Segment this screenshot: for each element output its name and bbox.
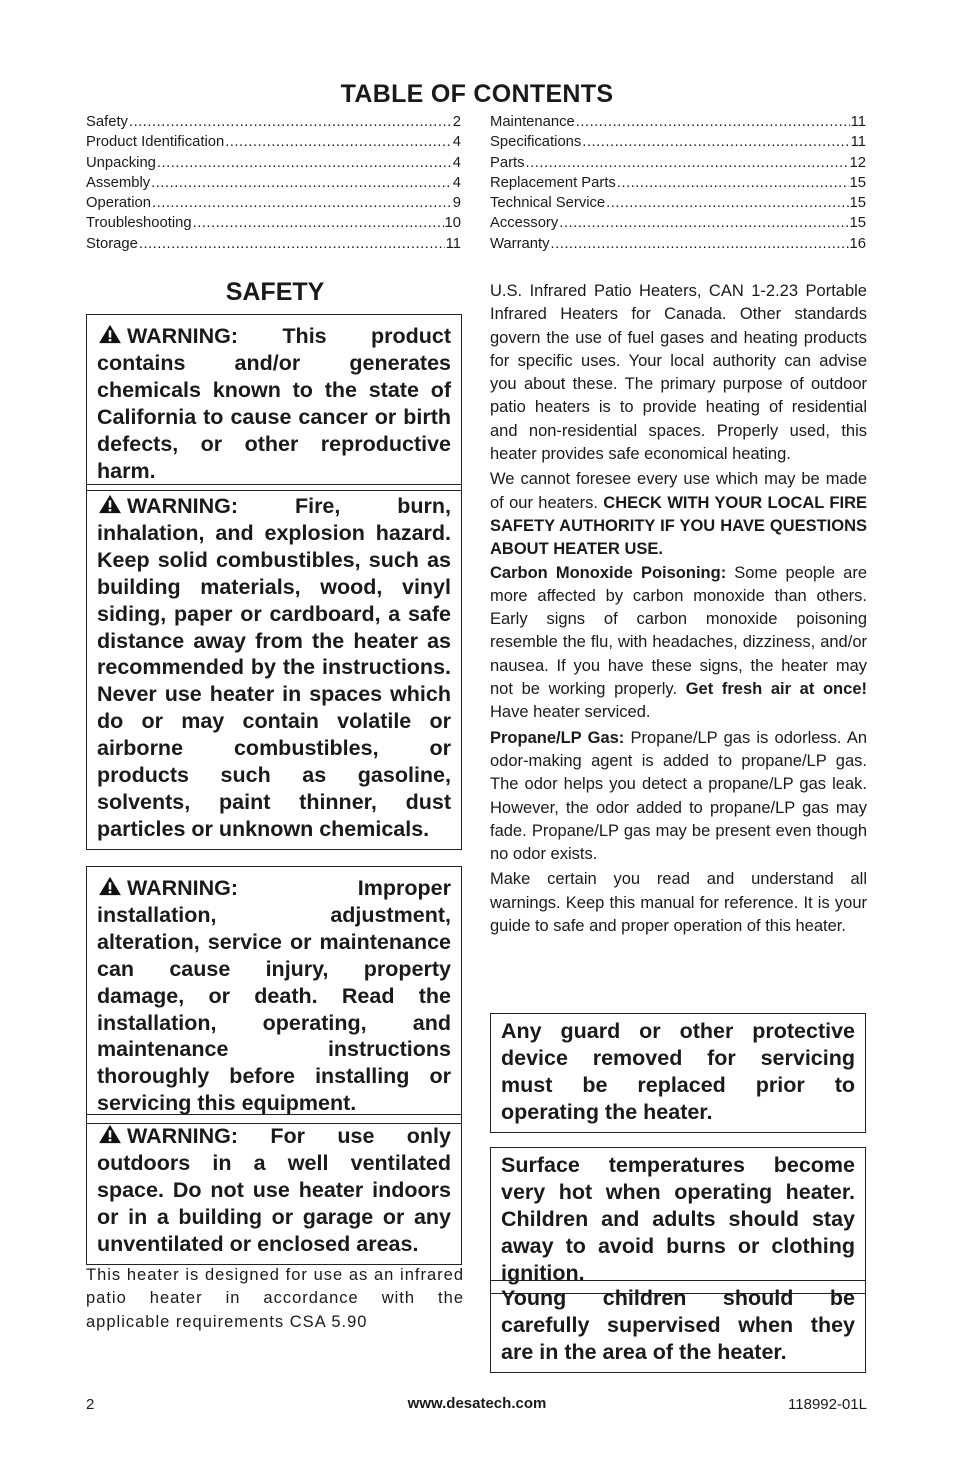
toc-entry-page: 10 [444,215,461,232]
propane-paragraph: Propane/LP Gas: Propane/LP gas is odorless. An odor-making agent is added to propane/LP gas. The odor helps you detect a propane/LP gas leak. However, the odor added to propane/LP gas may fade. Propane/LP gas may be present even though no odor exists. [490,728,868,864]
toc-entry-title: Specifications [490,134,582,151]
toc-entry-page: 11 [445,235,461,252]
toc-entry-title: Warranty [490,235,550,252]
toc-entry-title: Maintenance [490,114,575,130]
standards-paragraph: U.S. Infrared Patio Heaters, CAN 1-2.23 Portable Infrared Heaters for Canada. Other standards govern the use of fuel gases and heating products for specific uses. Your local authority can advise you about these. The primary purpose of outdoor patio heaters is to provide heating of residential and non-residential spaces. Properly used, this heater provides safe economical heating. [490,282,867,464]
toc-entry-title: Unpacking [86,154,156,171]
notice-box-children: Young children should be carefully supervised when they are in the area of the heater. [490,1280,866,1373]
fire-authority-notice: CHECK WITH YOUR LOCAL FIRE SAFETY AUTHORITY IF YOU HAVE QUESTIONS ABOUT HEATER USE. [490,493,867,559]
toc-right-column [490,112,866,254]
toc-entry[interactable] [86,234,461,254]
toc-entry-title: Replacement Parts [490,174,616,191]
toc-entry[interactable] [86,132,461,152]
toc-entry[interactable] [490,173,866,193]
warning-text: WARNING: This product contains and/or generates chemicals known to the state of California to cause cancer or birth defects, or other reproductive harm. [97,324,451,483]
warning-box-chemicals [86,314,462,491]
toc-entry-page: 4 [452,134,461,151]
toc-entry[interactable] [86,173,461,193]
toc-entry-page: 2 [452,114,461,130]
warning-box-outdoors [86,1114,462,1265]
page-number: 2 [86,1396,95,1413]
website-link[interactable]: www.desatech.com [407,1395,547,1412]
toc-entry-page: 15 [849,195,866,212]
propane-label: Propane/LP Gas: [490,728,625,747]
document-number: 118992-01L [788,1396,867,1413]
read-warnings-paragraph: Make certain you read and understand all warnings. Keep this manual for reference. It is your guide to safe and proper operation of this heater. [490,870,867,936]
warning-triangle-icon [97,494,123,514]
safety-heading: SAFETY [225,278,325,306]
toc-entry[interactable] [86,193,461,213]
toc-entry-title: Assembly [86,174,151,191]
co-label: Carbon Monoxide Poisoning: [490,563,727,582]
toc-entry-page: 11 [850,114,866,130]
foresee-paragraph: We cannot foresee every use which may be made of our heaters. CHECK WITH YOUR LOCAL FIRE SAFETY AUTHORITY IF YOU HAVE QUESTIONS ABOUT HEATER USE. Carbon Monoxide Poisoning: Some people are more affected by carbon monoxide than others. Early signs of carbon monoxide poisoning resemble the flu, with headaches, dizziness, and/or nausea. If you have these signs, the heater may not be working properly. Get fresh air at once! Have heater serviced. [490,470,867,722]
toc-entry[interactable] [86,213,461,233]
toc-entry-page: 15 [849,215,866,232]
toc-entry[interactable] [490,193,866,213]
toc-entry-page: 12 [849,154,866,171]
toc-title: TABLE OF CONTENTS [340,80,614,108]
intro-paragraph: This heater is designed for use as an infrared patio heater in accordance with the applicable requirements CSA 5.90 [86,1266,464,1331]
toc-entry-title: Product Identification [86,134,225,151]
fresh-air-notice: Get fresh air at once! [685,680,867,699]
toc-entry-title: Accessory [490,215,559,232]
warning-triangle-icon [97,1124,123,1144]
toc-entry[interactable] [490,112,866,132]
warning-triangle-icon [97,324,123,344]
toc-entry[interactable] [490,132,866,152]
toc-entry-title: Safety [86,114,128,130]
toc-entry-title: Operation [86,195,151,212]
toc-entry-page: 15 [849,174,866,191]
toc-entry-title: Parts [490,154,525,171]
notice-box-guard: Any guard or other protective device removed for servicing must be replaced prior to operating the heater. [490,1013,866,1133]
toc-entry-page: 4 [452,174,461,191]
toc-entry[interactable] [86,153,461,173]
toc-entry-page: 11 [850,134,866,151]
toc-entry-page: 16 [849,235,866,252]
warning-triangle-icon [97,876,123,896]
right-column [490,280,867,938]
toc-entry[interactable] [490,213,866,233]
warning-box-fire [86,484,462,850]
toc-entry-title: Technical Service [490,195,606,212]
warning-text: WARNING: For use only outdoors in a well ventilated space. Do not use heater indoors or in a building or garage or any unventilated or enclosed areas. [97,1124,451,1256]
toc-entry-page: 9 [452,195,461,212]
warning-text: WARNING: Improper installation, adjustment, alteration, service or maintenance can cause injury, property damage, or death. Read the installation, operating, and maintenance instructions thoroughly before installing or servicing this equipment. [97,876,451,1116]
warning-text: WARNING: Fire, burn, inhalation, and explosion hazard. Keep solid combustibles, such as building materials, wood, vinyl siding, paper or cardboard, a safe distance away from the heater as recommended by the instructions. Never use heater in spaces which do or may contain volatile or airborne combustibles, or products such as gasoline, solvents, paint thinner, dust particles or unknown chemicals. [97,494,451,841]
toc-entry-title: Storage [86,235,138,252]
notice-box-surface: Surface temperatures become very hot when operating heater. Children and adults should stay away to avoid burns or clothing ignition. [490,1147,866,1294]
toc-entry[interactable] [490,234,866,254]
toc-left-column [86,112,461,254]
toc-entry-title: Troubleshooting [86,215,192,232]
warning-box-installation [86,866,462,1124]
toc-entry-page: 4 [452,154,461,171]
toc-entry[interactable] [86,112,461,132]
toc-entry[interactable] [490,153,866,173]
